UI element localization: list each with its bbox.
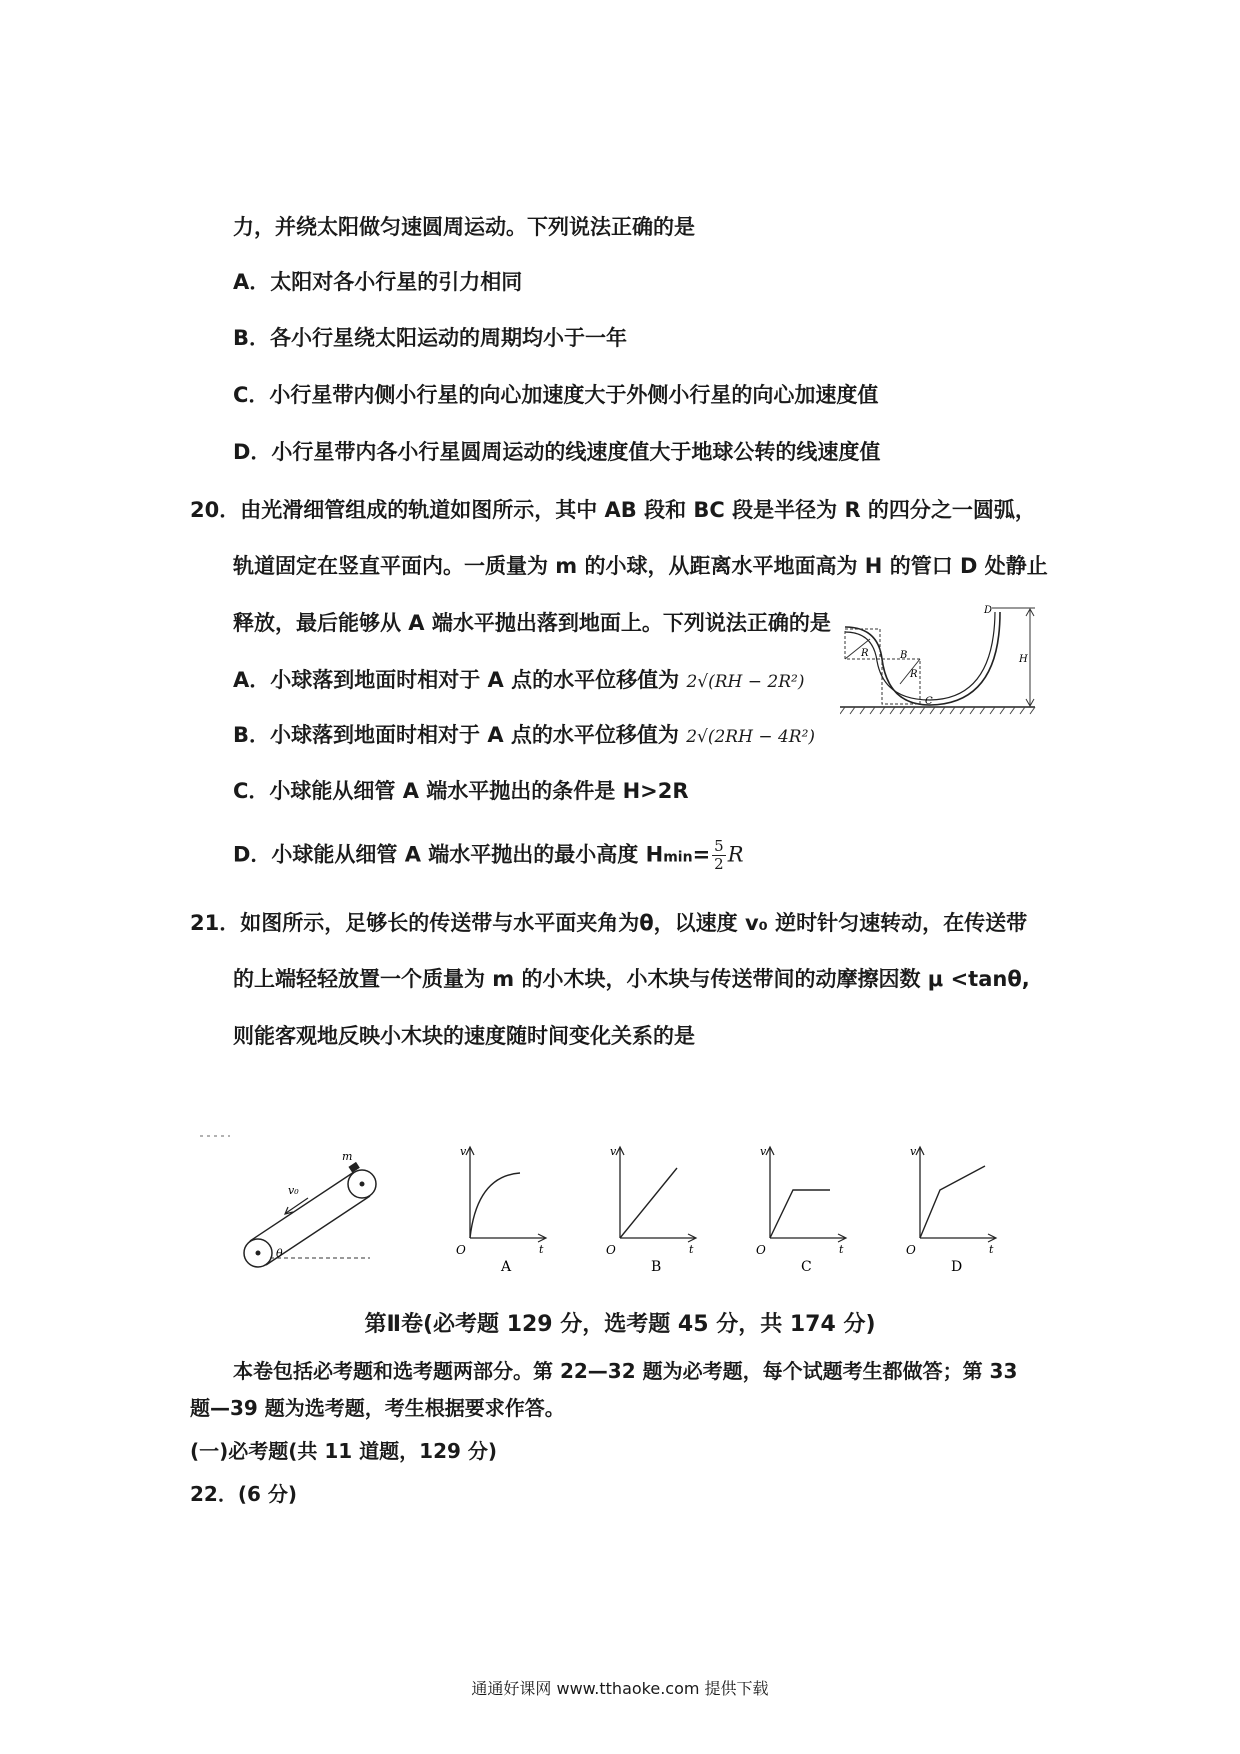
q19-option-c: C．小行星带内侧小行星的向心加速度大于外侧小行星的向心加速度值 <box>233 383 879 407</box>
q20-option-b-formula: 2√(2RH − 4R²) <box>686 727 816 747</box>
graph-label: B <box>651 1259 662 1275</box>
q20-option-d <box>233 838 744 873</box>
graph-label: A <box>501 1259 512 1275</box>
q20-stem-line1: 20．由光滑细管组成的轨道如图所示，其中 AB 段和 BC 段是半径为 R 的四分之一圆弧， <box>190 498 1036 522</box>
q21-stem-line3: 则能客观地反映小木块的速度随时间变化关系的是 <box>233 1024 695 1048</box>
q19-stem-tail: 力，并绕太阳做匀速圆周运动。下列说法正确的是 <box>233 215 695 239</box>
axis-t-label: t <box>539 1243 544 1256</box>
q22-heading: 22．(6 分) <box>190 1482 297 1506</box>
q20-option-a <box>233 666 804 696</box>
page-footer: 通通好课网 www.tthaoke.com 提供下载 <box>471 1679 769 1698</box>
axis-v-label: v <box>460 1145 467 1158</box>
curve-b <box>620 1168 677 1238</box>
curve-a <box>470 1173 520 1238</box>
label-h: H <box>1019 654 1028 665</box>
graph-label: D <box>951 1259 963 1275</box>
graph-b <box>606 1145 696 1275</box>
part2-intro-line2: 题—39 题为选考题，考生根据要求作答。 <box>190 1396 565 1420</box>
section-heading: (一)必考题(共 11 道题，129 分) <box>190 1439 498 1463</box>
q19-option-a: A．太阳对各小行星的引力相同 <box>233 270 523 294</box>
q21-figure <box>190 1128 1060 1293</box>
graph-d <box>906 1145 996 1275</box>
q20-option-c: C．小球能从细管 A 端水平抛出的条件是 H>2R <box>233 779 689 803</box>
q19-option-d: D．小行星带内各小行星圆周运动的线速度值大于地球公转的线速度值 <box>233 440 881 464</box>
conveyor-belt <box>200 1136 376 1267</box>
label-v0: v₀ <box>288 1184 299 1197</box>
part2-intro-line1: 本卷包括必考题和选考题两部分。第 22—32 题为必考题，每个试题考生都做答；第 33 <box>233 1359 1018 1383</box>
axis-v-label: v <box>610 1145 617 1158</box>
curve-d <box>920 1166 985 1238</box>
curve-c <box>770 1190 830 1238</box>
label-theta: θ <box>276 1247 283 1260</box>
q20-track-diagram <box>840 604 1040 716</box>
ground-hatch <box>840 707 1035 714</box>
q20-option-a-text: A．小球落到地面时相对于 A 点的水平位移值为 <box>233 668 680 692</box>
part2-title: 第Ⅱ卷(必考题 129 分，选考题 45 分，共 174 分) <box>364 1312 876 1337</box>
axis-t-label: t <box>839 1243 844 1256</box>
graph-c <box>756 1145 846 1275</box>
label-b: B <box>900 650 908 661</box>
q20-option-b <box>233 721 815 751</box>
q20-option-d-fraction <box>712 838 726 873</box>
origin-label: O <box>756 1243 766 1257</box>
q21-stem-line2: 的上端轻轻放置一个质量为 m 的小木块，小木块与传送带间的动摩擦因数 μ <tanθ, <box>233 967 1030 991</box>
q20-option-b-text: B．小球落到地面时相对于 A 点的水平位移值为 <box>233 723 679 747</box>
label-m: m <box>342 1150 353 1163</box>
fraction-denominator: 2 <box>714 855 724 873</box>
graph-label: C <box>801 1259 812 1275</box>
fraction-numerator: 5 <box>714 837 724 855</box>
q20-option-a-formula: 2√(RH − 2R²) <box>686 672 805 692</box>
top-pulley-axle <box>360 1182 365 1187</box>
q20-stem-line3: 释放，最后能够从 A 端水平抛出落到地面上。下列说法正确的是 <box>233 611 831 635</box>
q20-stem-line2: 轨道固定在竖直平面内。一质量为 m 的小球，从距离水平地面高为 H 的管口 D 处静止 <box>233 554 1048 578</box>
label-r1: R <box>861 648 869 659</box>
origin-label: O <box>906 1243 916 1257</box>
label-d: D <box>984 605 993 616</box>
q19-option-b: B．各小行星绕太阳运动的周期均小于一年 <box>233 326 628 350</box>
q20-option-d-eq: = <box>692 842 711 867</box>
axis-t-label: t <box>689 1243 694 1256</box>
label-r2: R <box>910 669 918 680</box>
label-c: C <box>925 696 933 707</box>
q20-option-d-tail: R <box>727 842 744 867</box>
q21-stem-line1: 21．如图所示，足够长的传送带与水平面夹角为θ，以速度 v₀ 逆时针匀速转动，在传送带 <box>190 911 1028 935</box>
origin-label: O <box>606 1243 616 1257</box>
bottom-pulley-axle <box>256 1251 261 1256</box>
axis-v-label: v <box>910 1145 917 1158</box>
q20-option-d-text: D．小球能从细管 A 端水平抛出的最小高度 H <box>233 842 664 867</box>
graph-a <box>456 1145 546 1275</box>
origin-label: O <box>456 1243 466 1257</box>
belt-top <box>250 1172 354 1241</box>
q20-option-d-sub: min <box>663 849 693 866</box>
axis-v-label: v <box>760 1145 767 1158</box>
axis-t-label: t <box>989 1243 994 1256</box>
